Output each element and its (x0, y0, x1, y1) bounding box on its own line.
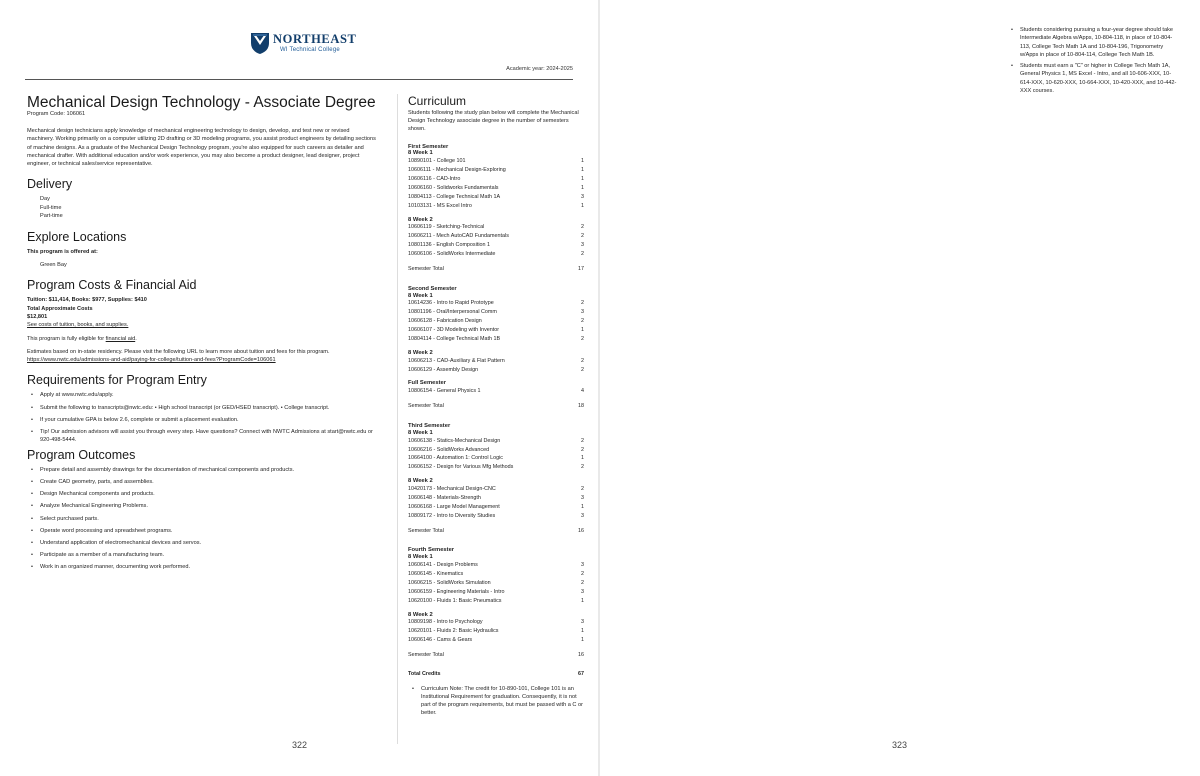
outcome-item: • Design Mechanical components and products. (27, 490, 377, 498)
outcome-item: • Select purchased parts. (27, 515, 377, 523)
course-name: 10614236 - Intro to Rapid Prototype (408, 300, 494, 307)
right-page (600, 0, 1200, 776)
course-credits: 1 (581, 455, 584, 462)
semester-name: Fourth Semester (408, 547, 455, 554)
semester-name: Second Semester (408, 285, 457, 292)
outcomes-list (27, 466, 377, 571)
semester (408, 547, 584, 659)
delivery-item: Full-time (40, 204, 62, 211)
course-credits: 3 (581, 193, 584, 200)
course-name: 10606138 - Statics-Mechanical Design (408, 437, 501, 444)
outcomes-heading: Program Outcomes (27, 448, 136, 463)
term-label: 8 Week 1 (408, 292, 433, 299)
course-credits: 1 (581, 158, 584, 165)
aid-suffix: . (135, 335, 137, 342)
course-credits: 3 (581, 588, 584, 595)
course-credits: 1 (581, 184, 584, 191)
course-name: 10801196 - Oral/Interpersonal Comm (408, 309, 497, 316)
course-row (408, 366, 584, 375)
financial-aid-link[interactable]: financial aid (105, 335, 136, 342)
course-name: 10809172 - Intro to Diversity Studies (408, 512, 496, 519)
course-row (408, 299, 584, 308)
header-divider (25, 79, 573, 80)
course-name: 10606128 - Fabrication Design (408, 318, 482, 325)
course-name: 10804114 - College Technical Math 1B (408, 335, 501, 342)
financial-aid-line (27, 335, 377, 343)
course-row (408, 335, 584, 344)
course-name: 10606106 - SolidWorks Intermediate (408, 251, 496, 258)
course-name: 10606146 - Cams & Gears (408, 637, 473, 644)
course-credits: 2 (581, 446, 584, 453)
delivery-item: Day (40, 196, 50, 203)
course-row (408, 241, 584, 250)
semester (408, 286, 584, 411)
course-credits: 2 (581, 357, 584, 364)
outcome-item: • Create CAD geometry, parts, and assemblies. (27, 478, 377, 486)
semester-total-row (408, 651, 584, 660)
college-logo (250, 31, 360, 57)
semester-name: First Semester (408, 143, 449, 150)
semester-total-value: 17 (578, 265, 584, 272)
course-row (408, 202, 584, 211)
curriculum-heading: Curriculum (408, 94, 467, 108)
course-credits: 2 (581, 485, 584, 492)
outcome-item: • Understand application of electromechanical devices and servos. (27, 539, 377, 547)
costs-link[interactable]: See costs of tuition, books, and supplies. (27, 322, 129, 329)
outcome-item: • Operate word processing and spreadsheet programs. (27, 527, 377, 535)
course-row (408, 357, 584, 366)
term-label: 8 Week 2 (408, 216, 433, 223)
locations-heading: Explore Locations (27, 229, 127, 244)
course-credits: 3 (581, 309, 584, 316)
course-credits: 2 (581, 224, 584, 231)
course-name: 10809198 - Intro to Psychology (408, 619, 483, 626)
course-name: 10420173 - Mechanical Design-CNC (408, 485, 496, 492)
aid-prefix: This program is fully eligible for (27, 335, 106, 342)
course-name: 10890101 - College 101 (408, 158, 466, 165)
course-name: 10606111 - Mechanical Design-Exploring (408, 167, 506, 174)
course-credits: 2 (581, 251, 584, 258)
term-label: 8 Week 1 (408, 150, 433, 157)
program-code: Program Code: 106061 (27, 111, 86, 117)
semester-name: Third Semester (408, 423, 451, 430)
course-row (408, 503, 584, 512)
course-row (408, 437, 584, 446)
course-credits: 3 (581, 562, 584, 569)
location-list (40, 261, 377, 269)
semester-total-label: Semester Total (408, 403, 444, 410)
course-row (408, 446, 584, 455)
course-name: 10606213 - CAD-Auxiliary & Flat Pattern (408, 357, 505, 364)
note-item: • Students must earn a "C" or higher in College Tech Math 1A, General Physics 1, MS Excel - Intro, and all 10-606-XXX, 10-614-XXX, 10-620-XXX, 10-664-XXX, 10-420-XXX, and 10-442-XXX courses. (1010, 62, 1178, 95)
course-credits: 1 (581, 202, 584, 209)
course-credits: 1 (581, 597, 584, 604)
course-name: 10606168 - Large Model Management (408, 503, 500, 510)
term-label: 8 Week 2 (408, 611, 433, 618)
semester-total-row (408, 402, 584, 411)
course-name: 10606215 - SolidWorks Simulation (408, 579, 491, 586)
term-block (408, 430, 584, 472)
estimate-note: Estimates based on in-state residency. Please visit the following URL to learn more about tuition and fees for this program. (27, 348, 330, 355)
semester-total-row (408, 265, 584, 274)
offered-at-label: This program is offered at: (27, 248, 98, 255)
total-costs-value: $12,801 (27, 314, 48, 320)
academic-year: Academic year: 2024-2025 (506, 66, 573, 72)
course-credits: 2 (581, 579, 584, 586)
total-credits-row (408, 670, 584, 679)
course-row (408, 326, 584, 335)
course-row (408, 175, 584, 184)
course-credits: 2 (581, 437, 584, 444)
course-credits: 1 (581, 637, 584, 644)
left-page (0, 0, 598, 776)
course-credits: 2 (581, 335, 584, 342)
curriculum-note: • Curriculum Note: The credit for 10-890-101, College 101 is an Institutional Requirement for graduation. Consequently, it is not part of the program requirements, but must be passed with a C or better. (408, 685, 584, 718)
requirement-item: • If your cumulative GPA is below 2.6, complete or submit a placement evaluation. (27, 416, 377, 424)
delivery-list (40, 195, 377, 220)
course-name: 10103131 - MS Excel Intro (408, 202, 472, 209)
term-label: 8 Week 2 (408, 478, 433, 485)
term-block (408, 478, 584, 520)
requirement-notes (1010, 26, 1178, 98)
semester-total-value: 16 (578, 651, 584, 658)
term-block (408, 380, 584, 396)
course-name: 10606107 - 3D Modeling with Inventor (408, 327, 500, 334)
course-row (408, 454, 584, 463)
course-row (408, 387, 584, 396)
course-credits: 2 (581, 464, 584, 471)
course-credits: 2 (581, 300, 584, 307)
course-row (408, 232, 584, 241)
semester-total-value: 18 (578, 403, 584, 410)
course-credits: 2 (581, 318, 584, 325)
course-name: 10606159 - Engineering Materials - Intro (408, 588, 505, 595)
course-credits: 2 (581, 570, 584, 577)
course-credits: 1 (581, 503, 584, 510)
course-row (408, 494, 584, 503)
course-name: 10606216 - SolidWorks Advanced (408, 446, 490, 453)
course-row (408, 588, 584, 597)
requirements-list (27, 391, 377, 444)
curriculum-semesters (408, 144, 584, 660)
course-name: 10806154 - General Physics 1 (408, 388, 481, 395)
course-credits: 1 (581, 327, 584, 334)
term-block (408, 150, 584, 210)
course-credits: 2 (581, 233, 584, 240)
curriculum-intro: Students following the study plan below will complete the Mechanical Design Technology associate degree in the number of semesters shown. (408, 110, 579, 133)
delivery-heading: Delivery (27, 177, 73, 192)
course-name: 10620101 - Fluids 2: Basic Hydraulics (408, 628, 499, 635)
course-name: 10664100 - Automation 1: Control Logic (408, 455, 503, 462)
logo-name: NORTHEAST (273, 32, 357, 46)
page-number-left: 322 (292, 740, 308, 750)
requirement-item: • Apply at www.nwtc.edu/apply. (27, 391, 377, 399)
course-row (408, 636, 584, 645)
course-row (408, 485, 584, 494)
semester (408, 144, 584, 274)
course-credits: 3 (581, 494, 584, 501)
requirements-heading: Requirements for Program Entry (27, 373, 207, 388)
course-credits: 3 (581, 619, 584, 626)
course-row (408, 157, 584, 166)
outcome-item: • Prepare detail and assembly drawings for the documentation of mechanical components and products. (27, 466, 377, 474)
requirement-item: • Submit the following to transcripts@nwtc.edu: • High school transcript (or GED/HSED transcript). • College transcript. (27, 404, 377, 412)
course-name: 10606145 - Kinematics (408, 570, 464, 577)
curriculum-column (397, 94, 584, 744)
course-credits: 4 (581, 388, 584, 395)
course-name: 10606160 - Solidworks Fundamentals (408, 184, 499, 191)
course-row (408, 579, 584, 588)
semester-total-label: Semester Total (408, 527, 444, 534)
term-block (408, 612, 584, 645)
page-number-right: 323 (892, 740, 908, 750)
total-credits-value: 67 (578, 670, 584, 677)
course-row (408, 570, 584, 579)
page-title: Mechanical Design Technology - Associate Degree (27, 94, 376, 111)
course-name: 10804113 - College Technical Math 1A (408, 193, 501, 200)
outcome-item: • Work in an organized manner, documenting work performed. (27, 563, 377, 571)
course-row (408, 561, 584, 570)
term-block (408, 293, 584, 344)
semester-total-value: 16 (578, 527, 584, 534)
term-block (408, 217, 584, 259)
course-name: 10606129 - Assembly Design (408, 366, 479, 373)
semester (408, 423, 584, 535)
course-name: 10801136 - English Composition 1 (408, 242, 491, 249)
course-credits: 3 (581, 512, 584, 519)
course-row (408, 317, 584, 326)
costs-heading: Program Costs & Financial Aid (27, 278, 197, 293)
course-name: 10606119 - Sketching-Technical (408, 224, 485, 231)
requirement-item: • Tip! Our admission advisors will assist you through every step. Have questions? Connect with NWTC Admissions at start@nwtc.edu or 920-498-5444. (27, 428, 377, 444)
course-row (408, 463, 584, 472)
total-costs-label: Total Approximate Costs (27, 305, 93, 312)
total-credits-label: Total Credits (408, 670, 441, 677)
program-description: Mechanical design technicians apply knowledge of mechanical engineering technology to design, develop, and test new or revised machinery. Working primarily on a computer utilizing 2D drafting or 3D modeling programs, you assist product engineers by detailing sections of machine designs. As a graduate of the Mechanical Design Technology program, you're also equipped for such careers as detailer and mechanical drafter. With additional education and/or work experience, you may also become a product designer, lead designer, project engineer, or technical sales/service representative. (27, 128, 376, 168)
tuition-costs: Tuition: $11,414, Books: $977, Supplies: $410 (27, 297, 147, 304)
course-credits: 3 (581, 242, 584, 249)
course-row (408, 618, 584, 627)
program-info-column (27, 94, 377, 575)
term-block (408, 554, 584, 605)
semester-total-row (408, 527, 584, 536)
semester-total-label: Semester Total (408, 265, 444, 272)
tuition-url-link[interactable]: https://www.nwtc.edu/admissions-and-aid/paying-for-college/tuition-and-fees?ProgramCode=106061 (27, 357, 276, 364)
term-label: 8 Week 1 (408, 429, 433, 436)
course-name: 10606116 - CAD-Intro (408, 175, 461, 182)
course-name: 10620100 - Fluids 1: Basic Pneumatics (408, 597, 502, 604)
term-block (408, 350, 584, 375)
course-row (408, 166, 584, 175)
note-item: • Students considering pursuing a four-year degree should take Intermediate Algebra w/Apps, 10-804-118, in place of 10-804-113, College Tech Math 1A and 10-804-196, Trigonometry w/Apps in place of 10-804-114, College Tech Math 1B. (1010, 26, 1178, 59)
semester-total-label: Semester Total (408, 651, 444, 658)
term-label: Full Semester (408, 380, 447, 387)
course-name: 10606211 - Mech AutoCAD Fundamentals (408, 233, 509, 240)
outcome-item: • Participate as a member of a manufacturing team. (27, 551, 377, 559)
course-name: 10606141 - Design Problems (408, 562, 478, 569)
course-row (408, 627, 584, 636)
course-name: 10606152 - Design for Various Mfg Methods (408, 464, 514, 471)
course-credits: 1 (581, 167, 584, 174)
course-row (408, 184, 584, 193)
term-label: 8 Week 1 (408, 554, 433, 561)
shield-logo-icon (250, 31, 270, 55)
course-credits: 1 (581, 175, 584, 182)
location-item: Green Bay (40, 262, 67, 268)
course-credits: 1 (581, 628, 584, 635)
term-label: 8 Week 2 (408, 349, 433, 356)
course-row (408, 597, 584, 606)
course-row (408, 193, 584, 202)
course-name: 10606148 - Materials-Strength (408, 494, 481, 501)
logo-subtitle: WI Technical College (280, 47, 340, 53)
course-credits: 2 (581, 366, 584, 373)
course-row (408, 512, 584, 521)
outcome-item: • Analyze Mechanical Engineering Problems. (27, 502, 377, 510)
course-row (408, 250, 584, 259)
course-row (408, 223, 584, 232)
delivery-item: Part-time (40, 213, 63, 220)
course-row (408, 308, 584, 317)
